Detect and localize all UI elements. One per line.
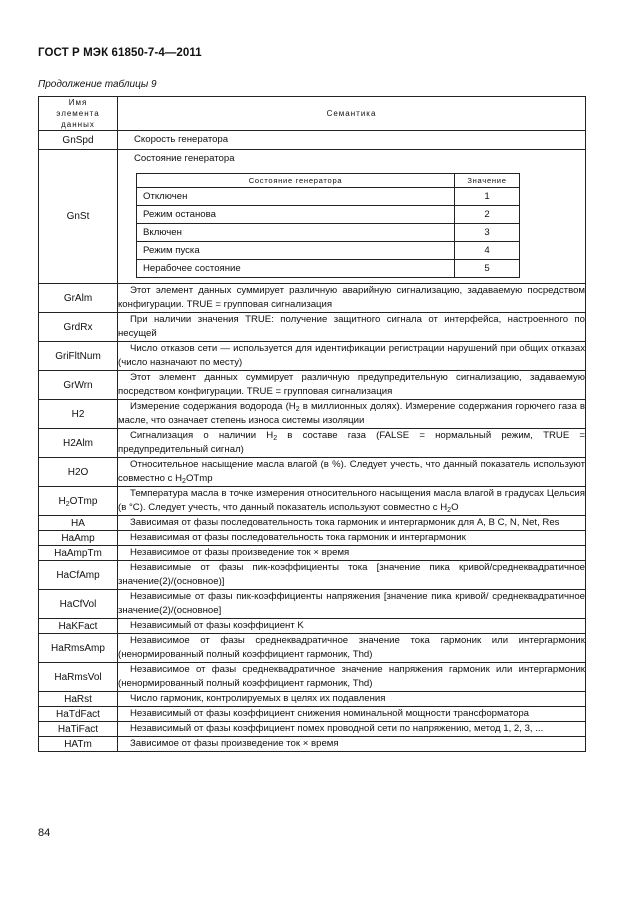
table-row: [39, 487, 586, 516]
state-label: Включен: [137, 224, 455, 242]
row-semantics: Этот элемент данных суммирует различную предупредительную сигнализацию, задаваемую посредством конфигурации. TRUE = групповая сигнализация: [118, 371, 586, 400]
table-row: [39, 692, 586, 707]
row-semantics: Независимые от фазы пик-коэффициенты напряжения [значение пика кривой/ среднеквадратичное значение(2)/(основное]: [118, 590, 586, 619]
row-semantics: Независимое от фазы среднеквадратичное значение напряжения гармоник или интергармоник (ненормированный полный коэффициент гармоник, Thd): [118, 663, 586, 692]
table-row: [39, 284, 586, 313]
row-name: HaTdFact: [39, 707, 118, 722]
table-row: [39, 619, 586, 634]
table-row: [39, 313, 586, 342]
row-name: GnSt: [39, 150, 118, 284]
row-semantics: Скорость генератора: [118, 131, 586, 150]
row-name: GrWrn: [39, 371, 118, 400]
state-label: Отключен: [137, 188, 455, 206]
row-name: HaRmsAmp: [39, 634, 118, 663]
state-value: 3: [455, 224, 520, 242]
row-semantics: Число отказов сети — используется для идентификации регистрации нарушений при общих отказах (число назначают по месту): [118, 342, 586, 371]
inner-header-row: [137, 174, 520, 188]
state-value: 5: [455, 260, 520, 278]
table-row: [39, 150, 586, 284]
inner-row: [137, 260, 520, 278]
row-name: HaRst: [39, 692, 118, 707]
row-semantics: Зависимая от фазы последовательность тока гармоник и интергармоник для A, B C, N, Net, Res: [118, 516, 586, 531]
generator-state-table: [136, 173, 520, 278]
table-continuation-caption: Продолжение таблицы 9: [38, 79, 157, 90]
row-semantics: Независимая от фазы последовательность тока гармоник и интергармоник: [118, 531, 586, 546]
row-semantics: Независимый от фазы коэффициент помех проводной сети по напряжению, метод 1, 2, 3, ...: [118, 722, 586, 737]
table-row: [39, 400, 586, 429]
row-semantics: Независимое от фазы произведение ток × время: [118, 546, 586, 561]
row-name: GrAlm: [39, 284, 118, 313]
row-name: HaTiFact: [39, 722, 118, 737]
row-semantics: Зависимое от фазы произведение ток × время: [118, 737, 586, 752]
inner-row: [137, 224, 520, 242]
row-semantics: Независимые от фазы пик-коэффициенты тока [значение пика кривой/среднеквадратичное значение(2)/(основное)]: [118, 561, 586, 590]
table-row: [39, 429, 586, 458]
data-elements-table: [38, 96, 586, 752]
row-name: GnSpd: [39, 131, 118, 150]
table-row: [39, 342, 586, 371]
row-name: $H_2OTmp$: [39, 487, 118, 516]
inner-row: [137, 206, 520, 224]
inner-row: [137, 188, 520, 206]
state-value: 4: [455, 242, 520, 260]
row-semantics: [118, 150, 586, 284]
table-row: [39, 516, 586, 531]
document-header: ГОСТ Р МЭК 61850-7-4—2011: [38, 47, 202, 59]
row-semantics: Измерение содержания водорода ($H_2$ в миллионных долях). Измерение содержания горючего газа в масле, что означает степень износа системы изоляции: [118, 400, 586, 429]
row-name: HaCfVol: [39, 590, 118, 619]
table-row: [39, 634, 586, 663]
row-semantics: Независимый от фазы коэффициент K: [118, 619, 586, 634]
state-label: Режим пуска: [137, 242, 455, 260]
state-value: 2: [455, 206, 520, 224]
table-row: [39, 590, 586, 619]
row-semantics: Этот элемент данных суммирует различную аварийную сигнализацию, задаваемую посредством конфигурации. TRUE = групповая сигнализация: [118, 284, 586, 313]
row-name: HaAmp: [39, 531, 118, 546]
row-semantics: Температура масла в точке измерения относительного насыщения масла влагой в градусах Цельсия (в °С). Следует учесть, что данный показатель используют совместно с $H_2O$: [118, 488, 585, 514]
generator-state-title: Состояние генератора: [134, 153, 235, 164]
row-semantics: Независимое от фазы среднеквадратичное значение тока гармоник или интергармоник (ненормированный полный коэффициент гармоник, Thd): [118, 634, 586, 663]
table-row: [39, 131, 586, 150]
row-name: H2: [39, 400, 118, 429]
page-number: 84: [38, 827, 51, 839]
row-name: H2O: [39, 458, 118, 487]
row-semantics: Относительное насыщение масла влагой (в %). Следует учесть, что данный показатель используют совместно с $H_2OTmp$: [118, 459, 585, 485]
table-row: [39, 663, 586, 692]
inner-col-state: Состояние генератора: [137, 174, 455, 188]
table-header-row: [39, 97, 586, 131]
row-name: HaKFact: [39, 619, 118, 634]
row-name: HATm: [39, 737, 118, 752]
row-name: GrdRx: [39, 313, 118, 342]
row-name: HaAmpTm: [39, 546, 118, 561]
state-value: 1: [455, 188, 520, 206]
table-row: [39, 371, 586, 400]
row-semantics: Число гармоник, контролируемых в целях их подавления: [118, 692, 586, 707]
row-name: GriFltNum: [39, 342, 118, 371]
state-label: Режим останова: [137, 206, 455, 224]
table-row: [39, 531, 586, 546]
table-row: [39, 546, 586, 561]
row-semantics: Независимый от фазы коэффициент снижения номинальной мощности трансформатора: [118, 707, 586, 722]
row-name: H2Alm: [39, 429, 118, 458]
table-row: [39, 722, 586, 737]
table-row: [39, 737, 586, 752]
row-name: HaCfAmp: [39, 561, 118, 590]
state-label: Нерабочее состояние: [137, 260, 455, 278]
inner-row: [137, 242, 520, 260]
table-row: [39, 458, 586, 487]
inner-col-value: Значение: [455, 174, 520, 188]
table-row: [39, 561, 586, 590]
col-header-name: Имя элемента данных: [39, 97, 118, 131]
table-row: [39, 707, 586, 722]
row-semantics: При наличии значения TRUE: получение защитного сигнала от интерфейса, настроенного по несущей: [118, 313, 586, 342]
row-semantics: Сигнализация о наличии $H_2$ в составе газа (FALSE = нормальный режим, TRUE = предупредительный сигнал): [118, 429, 586, 458]
row-name: HA: [39, 516, 118, 531]
row-name: HaRmsVol: [39, 663, 118, 692]
col-header-semantics: Семантика: [118, 97, 586, 131]
